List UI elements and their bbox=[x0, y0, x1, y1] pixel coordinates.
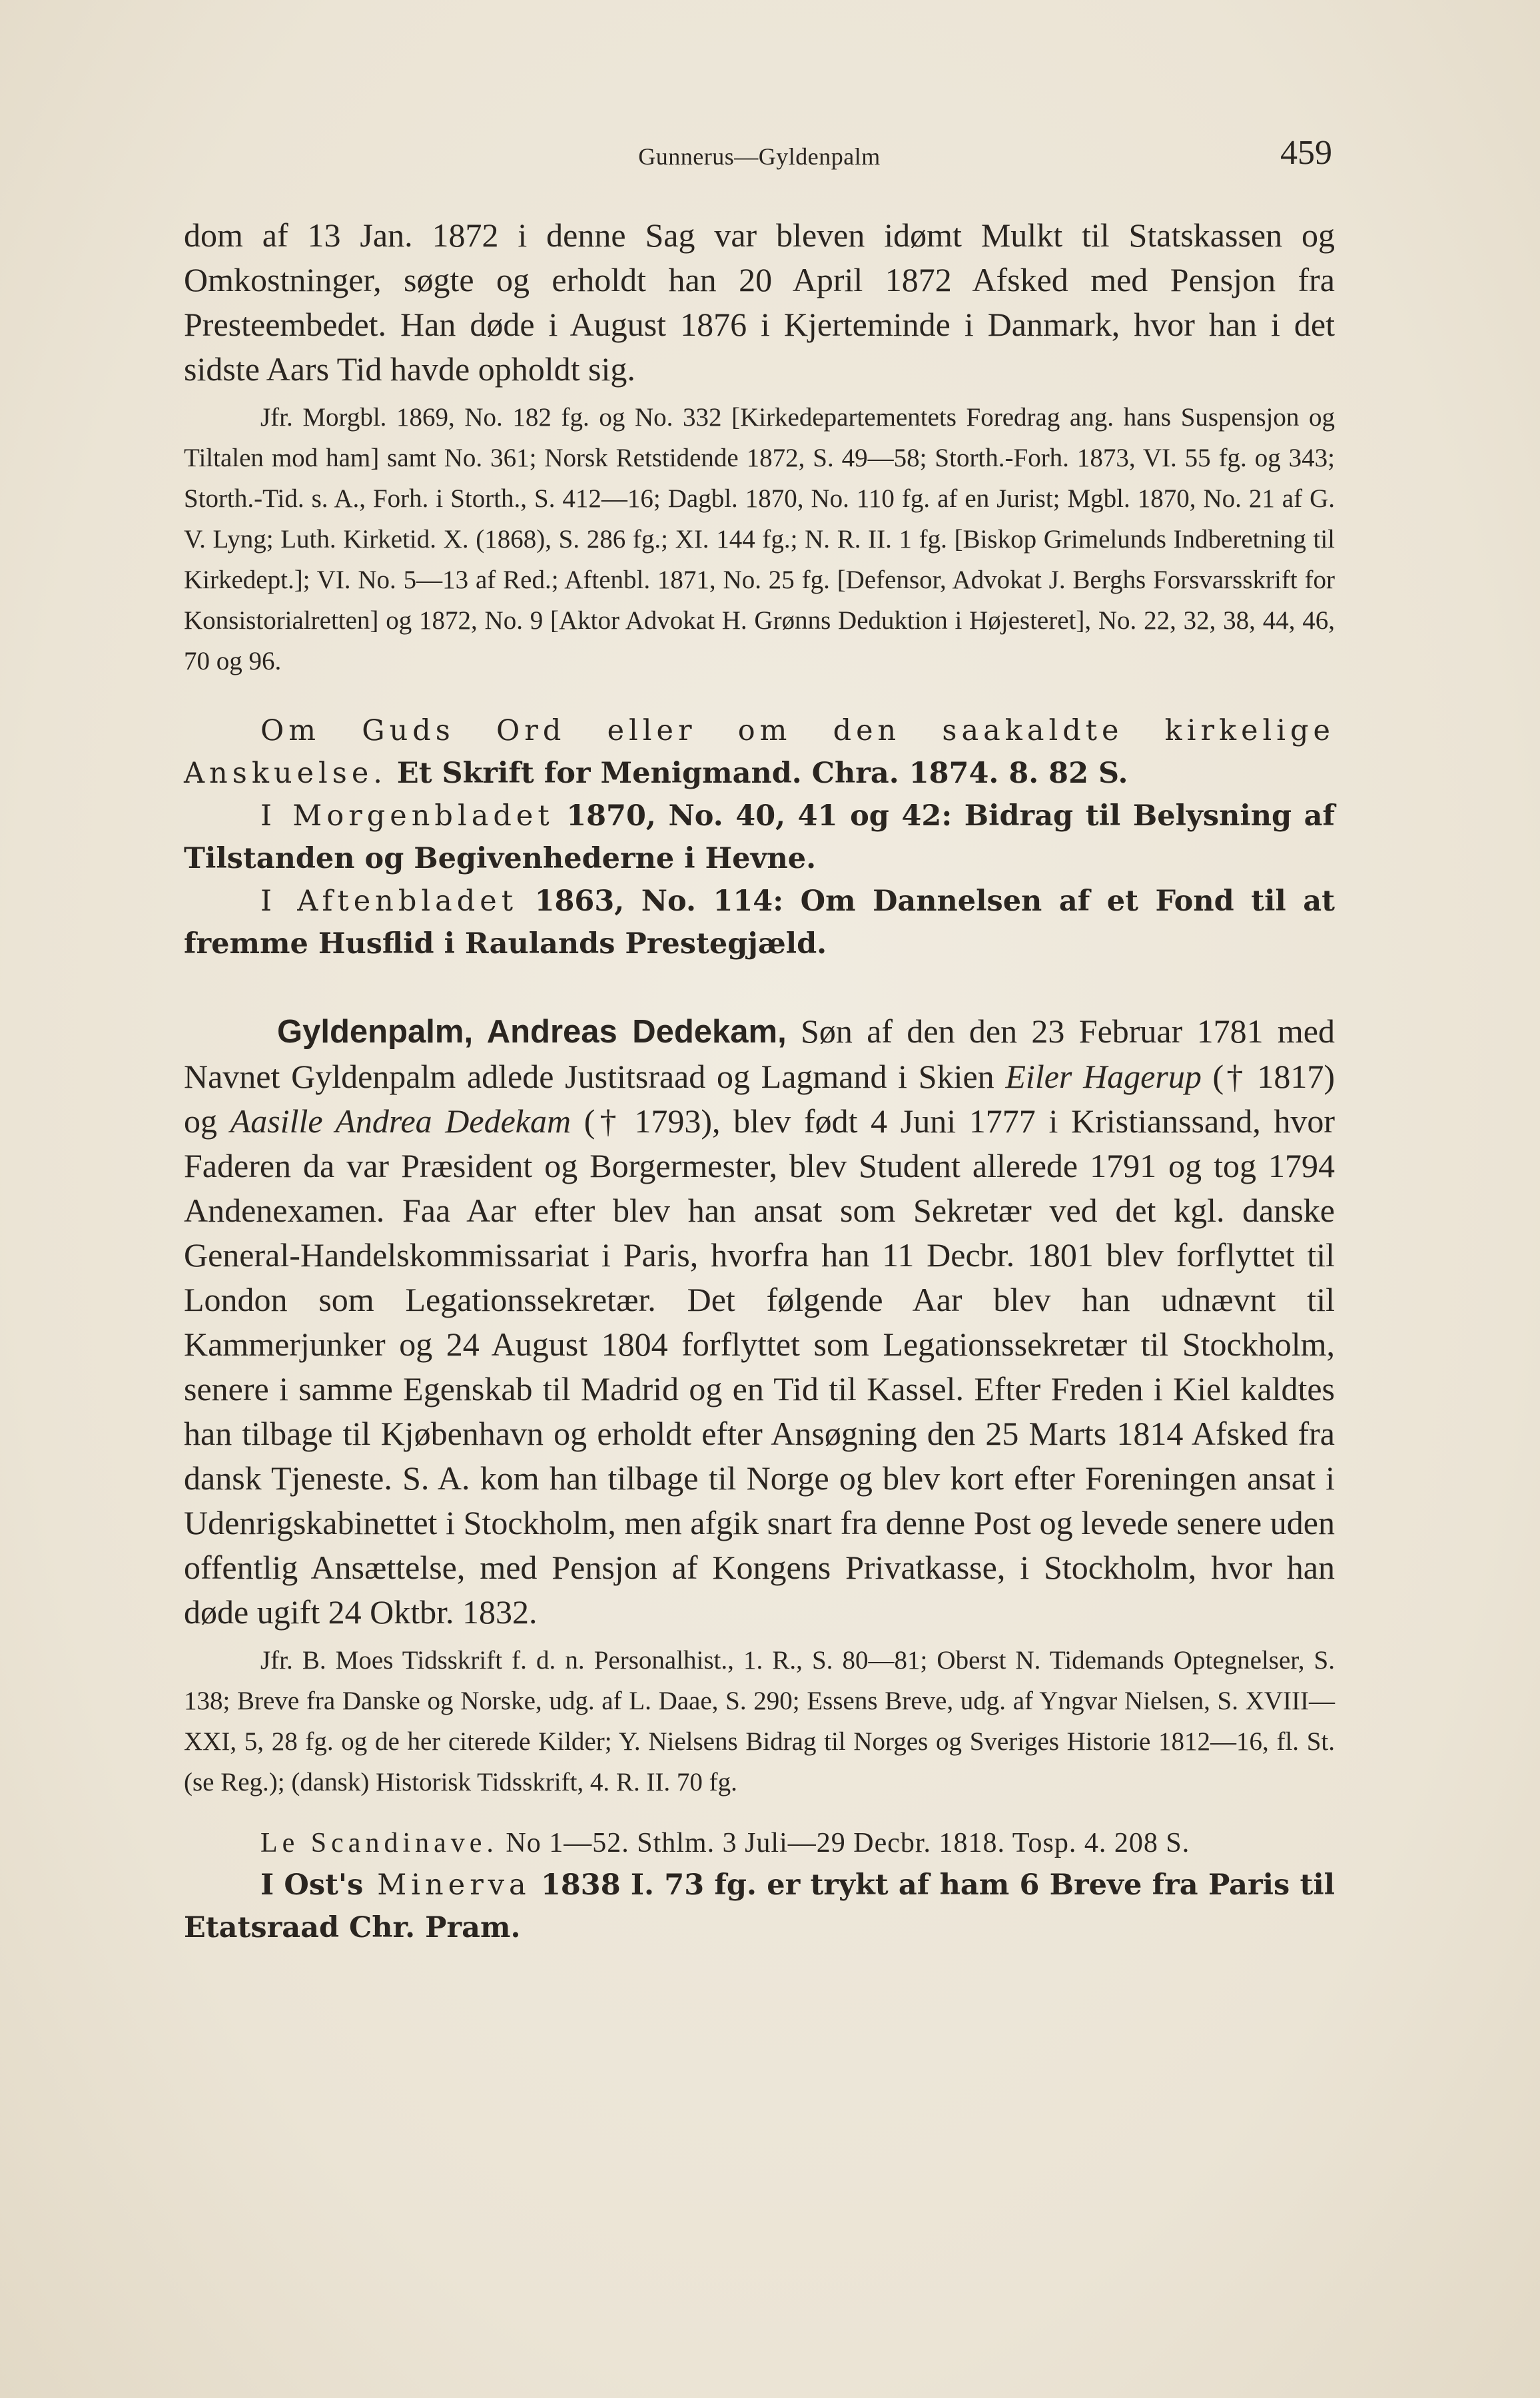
gunnerus-work-2 bbox=[184, 795, 1335, 880]
work-title: Om Guds Ord eller om den saakaldte kirkelige Anskuelse. bbox=[184, 714, 1335, 790]
work-details: 1870, No. 40, 41 og 42: Bidrag til Belysning af Tilstanden og Begivenhederne i Hevne. bbox=[184, 799, 1335, 875]
work-title: I Aftenbladet bbox=[260, 885, 518, 918]
gunnerus-body: dom af 13 Jan. 1872 i denne Sag var bleven idømt Mulkt til Statskassen og Omkostninger, søgte og erholdt han 20 April 1872 Afsked med Pensjon fra Presteembedet. Han døde i August 1876 i Kjerteminde i Danmark, hvor han i det sidste Aars Tid havde opholdt sig. bbox=[184, 216, 1335, 388]
minerva-details: 1838 I. 73 fg. er trykt af ham 6 Breve fra Paris til Etatsraad Chr. Pram. bbox=[184, 1868, 1335, 1944]
gyldenpalm-work-minerva bbox=[184, 1864, 1335, 1949]
entry-body: († 1793), blev født 4 Juni 1777 i Kristianssand, hvor Faderen da var Præsident og Borgermester, blev Student allerede 1791 og tog 1794 Andenexamen. Faa Aar efter blev han ansat som Sekretær ved det kgl. danske General-Handelskommissariat i Paris, hvorfra han 11 Decbr. 1801 blev forflyttet til London som Legationssekretær. Det følgende Aar blev han udnævnt til Kammerjunker og 24 August 1804 forflyttet som Legationssekretær til Stockholm, senere i samme Egenskab til Madrid og en Tid til Kassel. Efter Freden i Kiel kaldtes han tilbage til Kjøbenhavn og erholdt efter Ansøgning den 25 Marts 1814 Afsked fra dansk Tjeneste. S. A. kom han tilbage til Norge og blev kort efter Foreningen ansat i Udenrigskabinettet i Stockholm, men afgik snart fra denne Post og levede senere uden offentlig Ansættelse, med Pensjon af Kongens Privatkasse, i Stockholm, hvor han døde ugift 24 Oktbr. 1832. bbox=[184, 1102, 1336, 1631]
journal-title: Le Scandinave. bbox=[260, 1828, 498, 1858]
page-number: 459 bbox=[1280, 134, 1332, 172]
gunnerus-work-1 bbox=[184, 709, 1335, 795]
mother-name: Aasille Andrea Dedekam bbox=[230, 1102, 572, 1140]
father-dates: († 1817) og bbox=[184, 1058, 1335, 1140]
journal-details: No 1—52. Sthlm. 3 Juli—29 Decbr. 1818. Tosp. 4. 208 S. bbox=[498, 1828, 1190, 1858]
work-details: Et Skrift for Menigmand. Chra. 1874. 8. 82 S. bbox=[386, 757, 1128, 790]
page-header bbox=[187, 133, 1332, 180]
entry-heading: Gyldenpalm, Andreas Dedekam, bbox=[277, 1014, 787, 1050]
gyldenpalm-entry bbox=[184, 1009, 1335, 1635]
gunnerus-references: Jfr. Morgbl. 1869, No. 182 fg. og No. 332 [Kirkedepartementets Foredrag ang. hans Suspensjon og Tiltalen mod ham] samt No. 361; Norsk Retstidende 1872, S. 49—58; Storth.-Forh. 1873, VI. 55 fg. og 343; Storth.-Tid. s. A., Forh. i Storth., S. 412—16; Dagbl. 1870, No. 110 fg. af en Jurist; Mgbl. 1870, No. 21 af G. V. Lyng; Luth. Kirketid. X. (1868), S. 286 fg.; XI. 144 fg.; N. R. II. 1 fg. [Biskop Grimelunds Indberetning til Kirkedept.]; VI. No. 5—13 af Red.; Aftenbl. 1871, No. 25 fg. [Defensor, Advokat J. Berghs Forsvarsskrift for Konsistorialretten] og 1872, No. 9 [Aktor Advokat H. Grønns Deduktion i Højesteret], No. 22, 32, 38, 44, 46, 70 og 96. bbox=[184, 403, 1335, 675]
minerva-prefix: I Ost's bbox=[260, 1868, 364, 1902]
father-name: Eiler Hagerup bbox=[1005, 1058, 1202, 1095]
gunnerus-work-3 bbox=[184, 880, 1335, 965]
gyldenpalm-work-journal bbox=[184, 1822, 1335, 1864]
minerva-title: Minerva bbox=[363, 1868, 531, 1902]
gyldenpalm-references: Jfr. B. Moes Tidsskrift f. d. n. Personalhist., 1. R., S. 80—81; Oberst N. Tidemands Optegnelser, S. 138; Breve fra Danske og Norske, udg. af L. Daae, S. 290; Essens Breve, udg. af Yngvar Nielsen, S. XVIII—XXI, 5, 28 fg. og de her citerede Kilder; Y. Nielsens Bidrag til Norges og Sveriges Historie 1812—16, fl. St. (se Reg.); (dansk) Historisk Tidsskrift, 4. R. II. 70 fg. bbox=[184, 1646, 1335, 1797]
work-details: 1863, No. 114: Om Dannelsen af et Fond til at fremme Husflid i Raulands Prestegjæld. bbox=[184, 885, 1336, 961]
work-title: I Morgenbladet bbox=[260, 799, 554, 833]
running-head: Gunnerus—Gyldenpalm bbox=[638, 143, 881, 170]
entry-intro: Søn af den den 23 Februar 1781 med Navnet Gyldenpalm adlede Justitsraad og Lagmand i Skien bbox=[184, 1012, 1335, 1095]
page-content bbox=[184, 213, 1335, 1949]
